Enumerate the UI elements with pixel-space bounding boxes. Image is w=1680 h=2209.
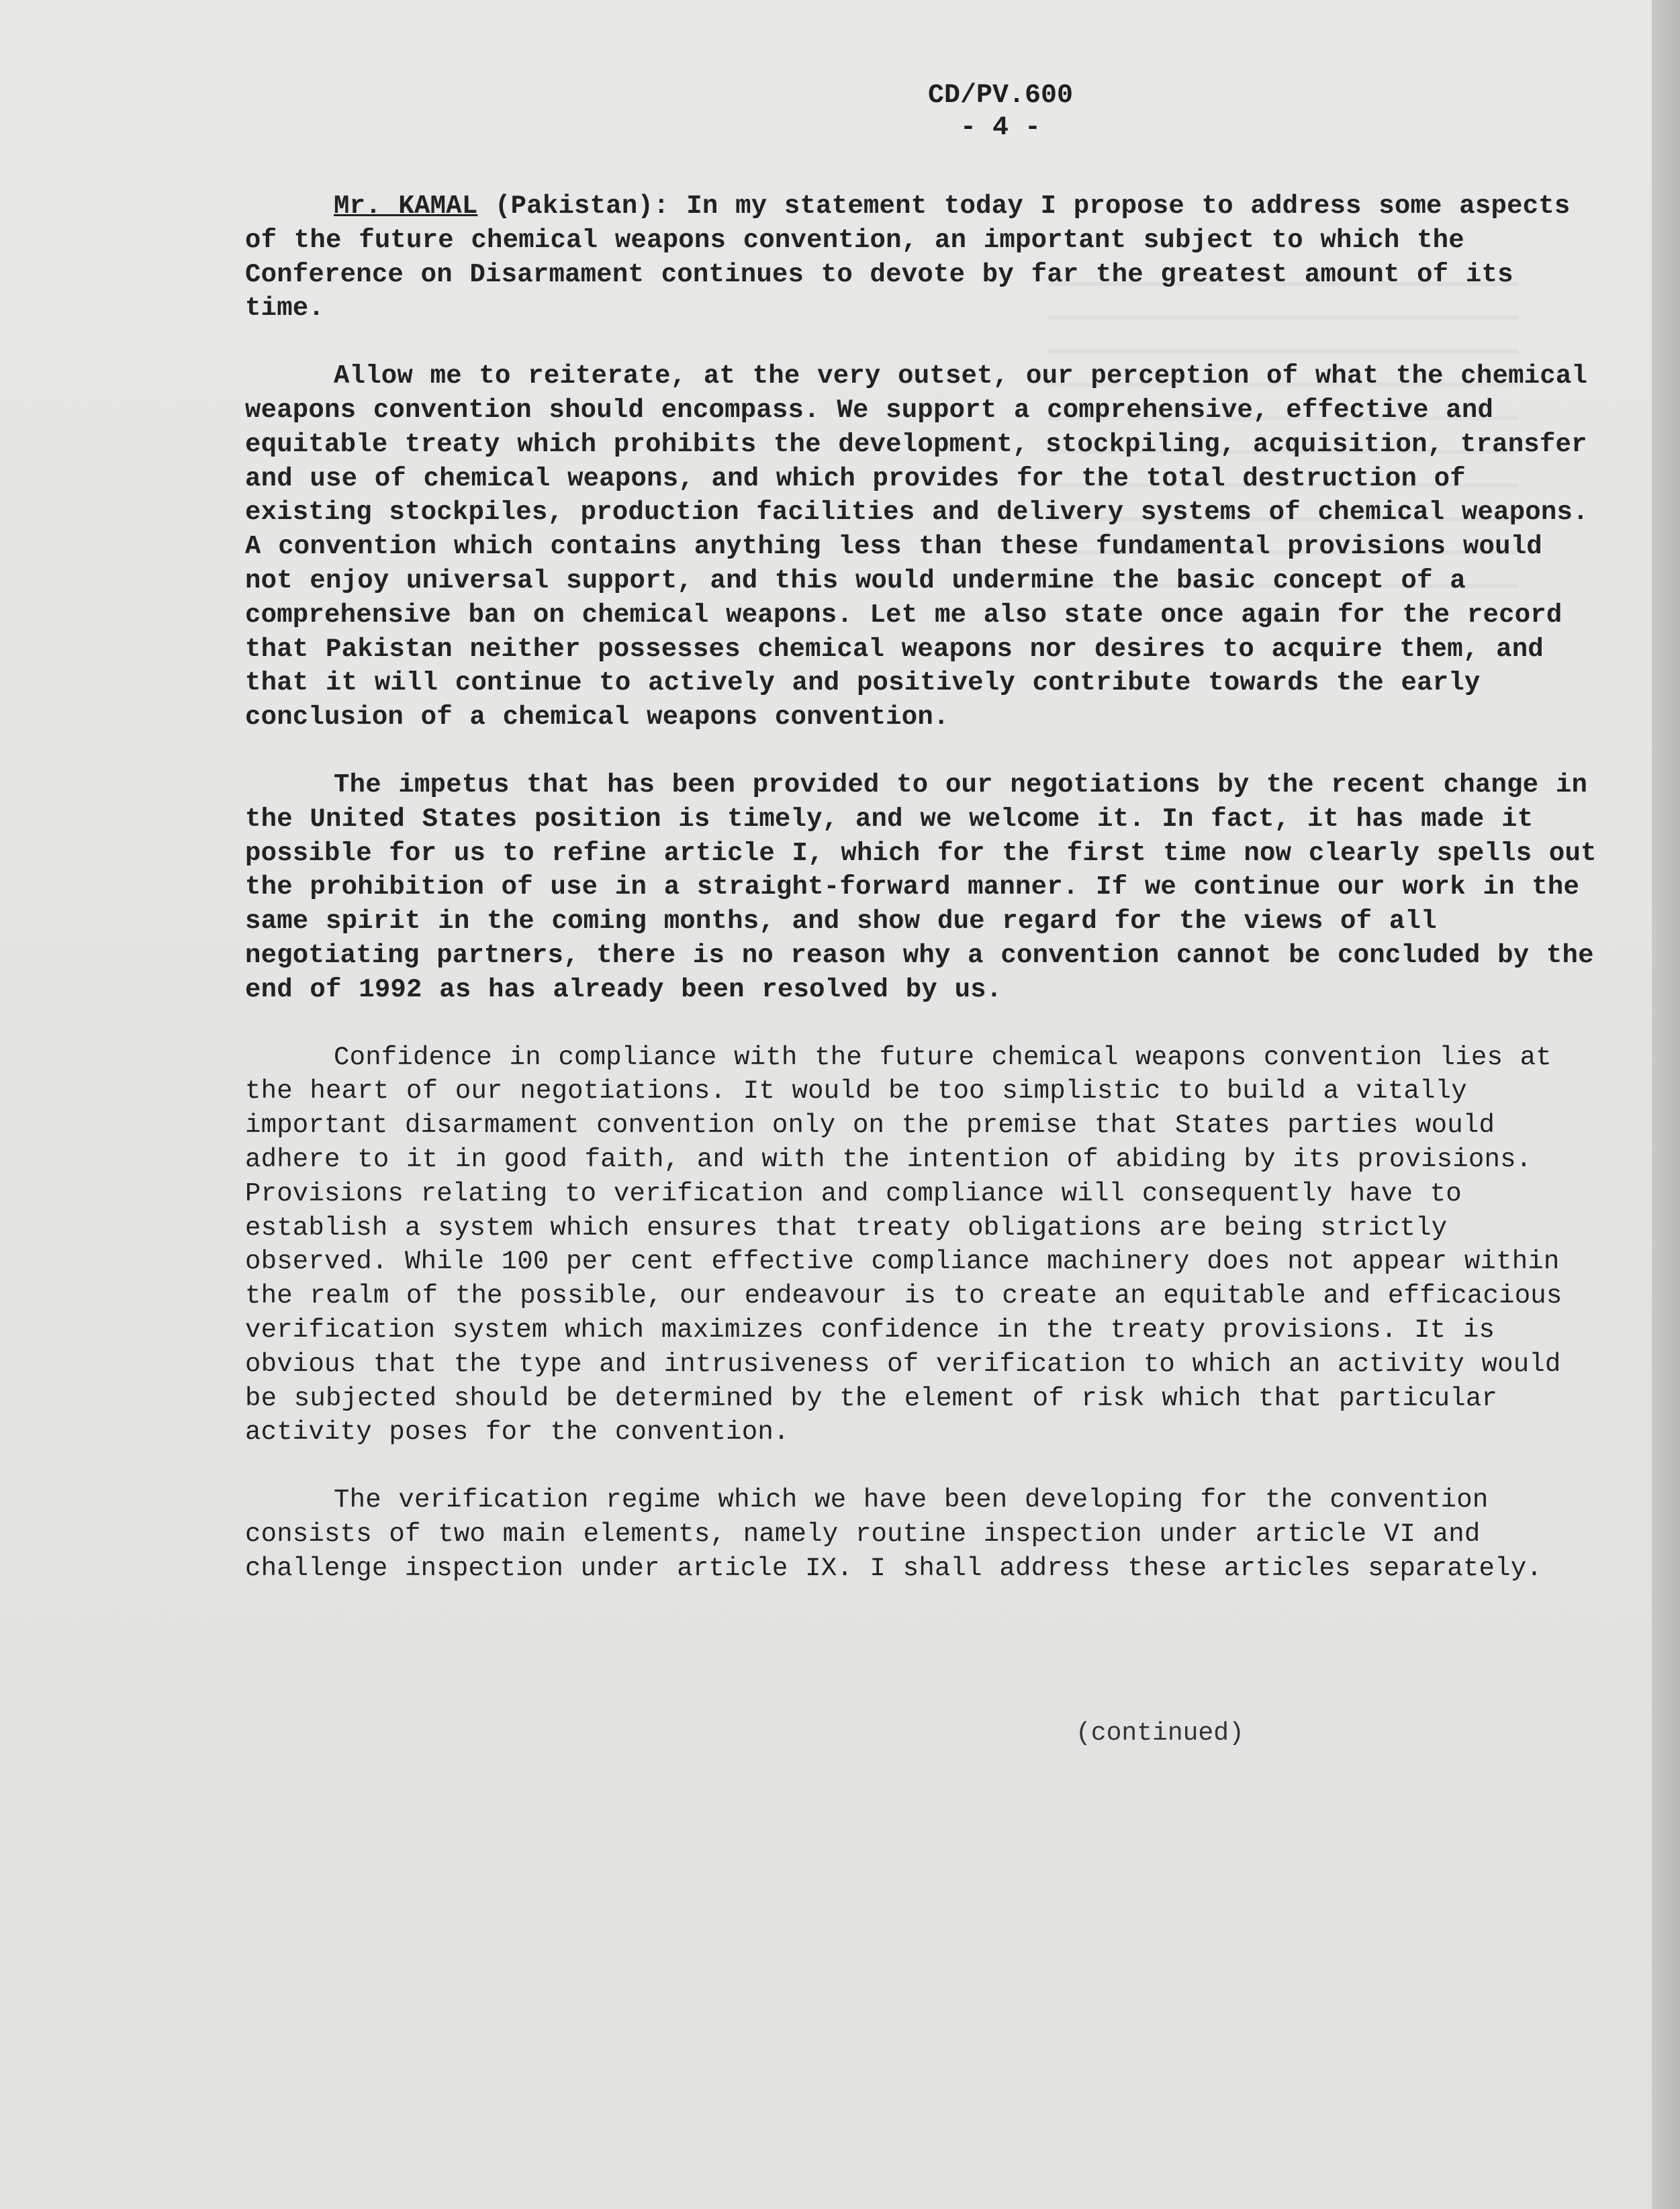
continued-note: (continued) <box>1076 1719 1244 1748</box>
speaker-name: Mr. KAMAL <box>334 191 478 221</box>
page-number: - 4 - <box>960 113 1041 143</box>
paragraph-2: Allow me to reiterate, at the very outset, our perception of what the chemical weapons convention should encompass. We support a comprehensive, effective and equitable treaty which prohibits the development, stockpiling, acquisition, transfer and use of chemical weapons, and which provides for the total destruction of existing stockpiles, production facilities and delivery systems of chemical weapons. A convention which contains anything less than these fundamental provisions would not enjoy universal support, and this would undermine the basic concept of a comprehensive ban on chemical weapons. Let me also state once again for the record that Pakistan neither possesses chemical weapons nor desires to acquire them, and that it will continue to actively and positively contribute towards the early conclusion of a chemical weapons convention. <box>245 361 1589 733</box>
paragraph-3: The impetus that has been provided to our negotiations by the recent change in the United States position is timely, and we welcome it. In fact, it has made it possible for us to refine article I, which for the first time now clearly spells out the prohibition of use in a straight-forward manner. If we continue our work in the same spirit in the coming months, and show due regard for the views of all negotiating partners, there is no reason why a convention cannot be concluded by the end of 1992 as has already been resolved by us. <box>245 769 1597 1004</box>
page-edge <box>1652 0 1680 2209</box>
paragraph-4: Confidence in compliance with the future chemical weapons convention lies at the heart of our negotiations. It would be too simplistic to build a vitally important disarmament convention only on the premise that States parties would adhere to it in good faith, and with the intention of abiding by its provisions. Provisions relating to verification and compliance will consequently have to establish a system which ensures that treaty obligations are being strictly observed. While 100 per cent effective compliance machinery does not appear within the realm of the possible, our endeavour is to create an equitable and efficacious verification system which maximizes confidence in the treaty provisions. It is obvious that the type and intrusiveness of verification to which an activity would be subjected should be determined by the element of risk which that particular activity poses for the convention. <box>245 1042 1562 1448</box>
paragraph-1 <box>245 189 1601 326</box>
statement-body <box>245 189 1601 1619</box>
paragraph-5: The verification regime which we have been developing for the convention consists of two main elements, namely routine inspection under article VI and challenge inspection under article IX. I shall address these articles separately. <box>245 1485 1542 1583</box>
document-symbol: CD/PV.600 <box>927 81 1074 111</box>
paragraph-1-text: (Pakistan): In my statement today I propose to address some aspects of the future chemical weapons convention, an important subject to which the Conference on Disarmament continues to devote by far the greatest amount of its time. <box>245 191 1571 324</box>
